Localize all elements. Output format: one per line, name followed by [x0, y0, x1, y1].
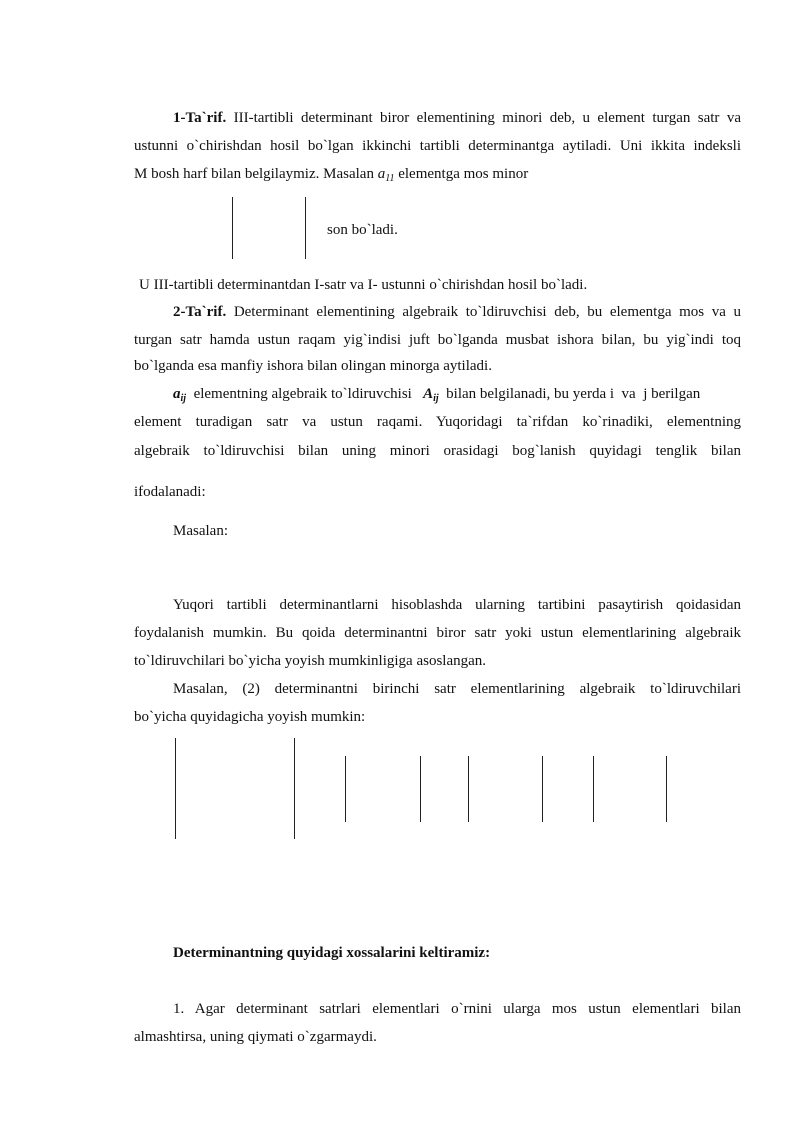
algebraic-line3: algebraik to`ldiruvchisi bilan uning minori orasidagi bog`lanish quyidagi tenglik bilan [134, 443, 741, 459]
definition1-explanation: U III-tartibli determinantdan I-satr va I- ustunni o`chirishdan hosil bo`ladi. [139, 277, 588, 293]
algebraic-line1 [173, 384, 741, 409]
definition1-line3-end: elementga mos minor [394, 166, 529, 182]
reduction-line4: Masalan, (2) determinantni birinchi satr elementlarining algebraik to`ldiruvchilari [173, 681, 741, 697]
element-var: a [377, 166, 386, 182]
definition2-line1-text: Determinant elementining algebraik to`ldiruvchisi deb, bu elementga mos va u [226, 304, 741, 320]
properties-heading: Determinantning quyidagi xossalarini keltiramiz: [173, 945, 491, 961]
sub-A: ij [433, 393, 439, 404]
element-a11 [378, 166, 395, 182]
minor12-left-bar [468, 756, 469, 822]
sub-a: ij [180, 393, 187, 404]
var-aij [173, 386, 186, 402]
det3-left-bar [175, 738, 176, 839]
property1-line1: 1. Agar determinant satrlari elementlari o`rnini ularga mos ustun elementlari bilan [173, 1001, 741, 1017]
minor-right-bar [305, 197, 306, 259]
example-label: Masalan: [173, 523, 228, 539]
definition2-line2: turgan satr hamda ustun raqam yig`indisi juft bo`lganda musbat ishora bilan, bu yig`indi toq [134, 332, 741, 348]
det3-right-bar [294, 738, 295, 839]
definition1-line3 [134, 164, 741, 189]
definition1-line3-start: M bosh harf bilan belgilaymiz. Masalan [134, 166, 378, 182]
minor-tail: son bo`ladi. [327, 222, 398, 238]
var-Aij [423, 386, 439, 402]
algebraic-text2: bilan belgilanadi, bu yerda i va j berilgan [438, 386, 701, 402]
var-A: A [423, 386, 434, 402]
reduction-line5: bo`yicha quyidagicha yoyish mumkin: [134, 709, 366, 725]
definition1-line2: ustunni o`chirishdan hosil bo`lgan ikkinchi tartibli determinantga aytiladi. Uni ikkita indeksli [134, 138, 741, 154]
element-sub: 11 [385, 173, 395, 184]
algebraic-line4: ifodalanadi: [134, 484, 206, 500]
definition1-line1 [173, 108, 741, 128]
minor-left-bar [232, 197, 233, 259]
minor11-right-bar [420, 756, 421, 822]
algebraic-line2: element turadigan satr va ustun raqami. Yuqoridagi ta`rifdan ko`rinadiki, elementning [134, 414, 741, 430]
property1-line2: almashtirsa, uning qiymati o`zgarmaydi. [134, 1029, 377, 1045]
minor13-right-bar [666, 756, 667, 822]
definition1-line1-text: III-tartibli determinant biror elementining minori deb, u element turgan satr va [226, 110, 741, 126]
algebraic-text1: elementning algebraik to`ldiruvchisi [186, 386, 424, 402]
minor12-right-bar [542, 756, 543, 822]
minor11-left-bar [345, 756, 346, 822]
reduction-line3: to`ldiruvchilari bo`yicha yoyish mumkinligiga asoslangan. [134, 653, 487, 669]
minor13-left-bar [593, 756, 594, 822]
definition2-label: 2-Ta`rif. [173, 304, 227, 320]
var-a: a [173, 386, 181, 402]
definition1-label: 1-Ta`rif. [173, 110, 227, 126]
definition2-line1 [173, 302, 741, 322]
definition2-line3: bo`lganda esa manfiy ishora bilan olingan minorga aytiladi. [134, 358, 492, 374]
reduction-line1: Yuqori tartibli determinantlarni hisoblashda ularning tartibini pasaytirish qoidasidan [173, 597, 741, 613]
reduction-line2: foydalanish mumkin. Bu qoida determinantni biror satr yoki ustun elementlarining algebraik [134, 625, 741, 641]
